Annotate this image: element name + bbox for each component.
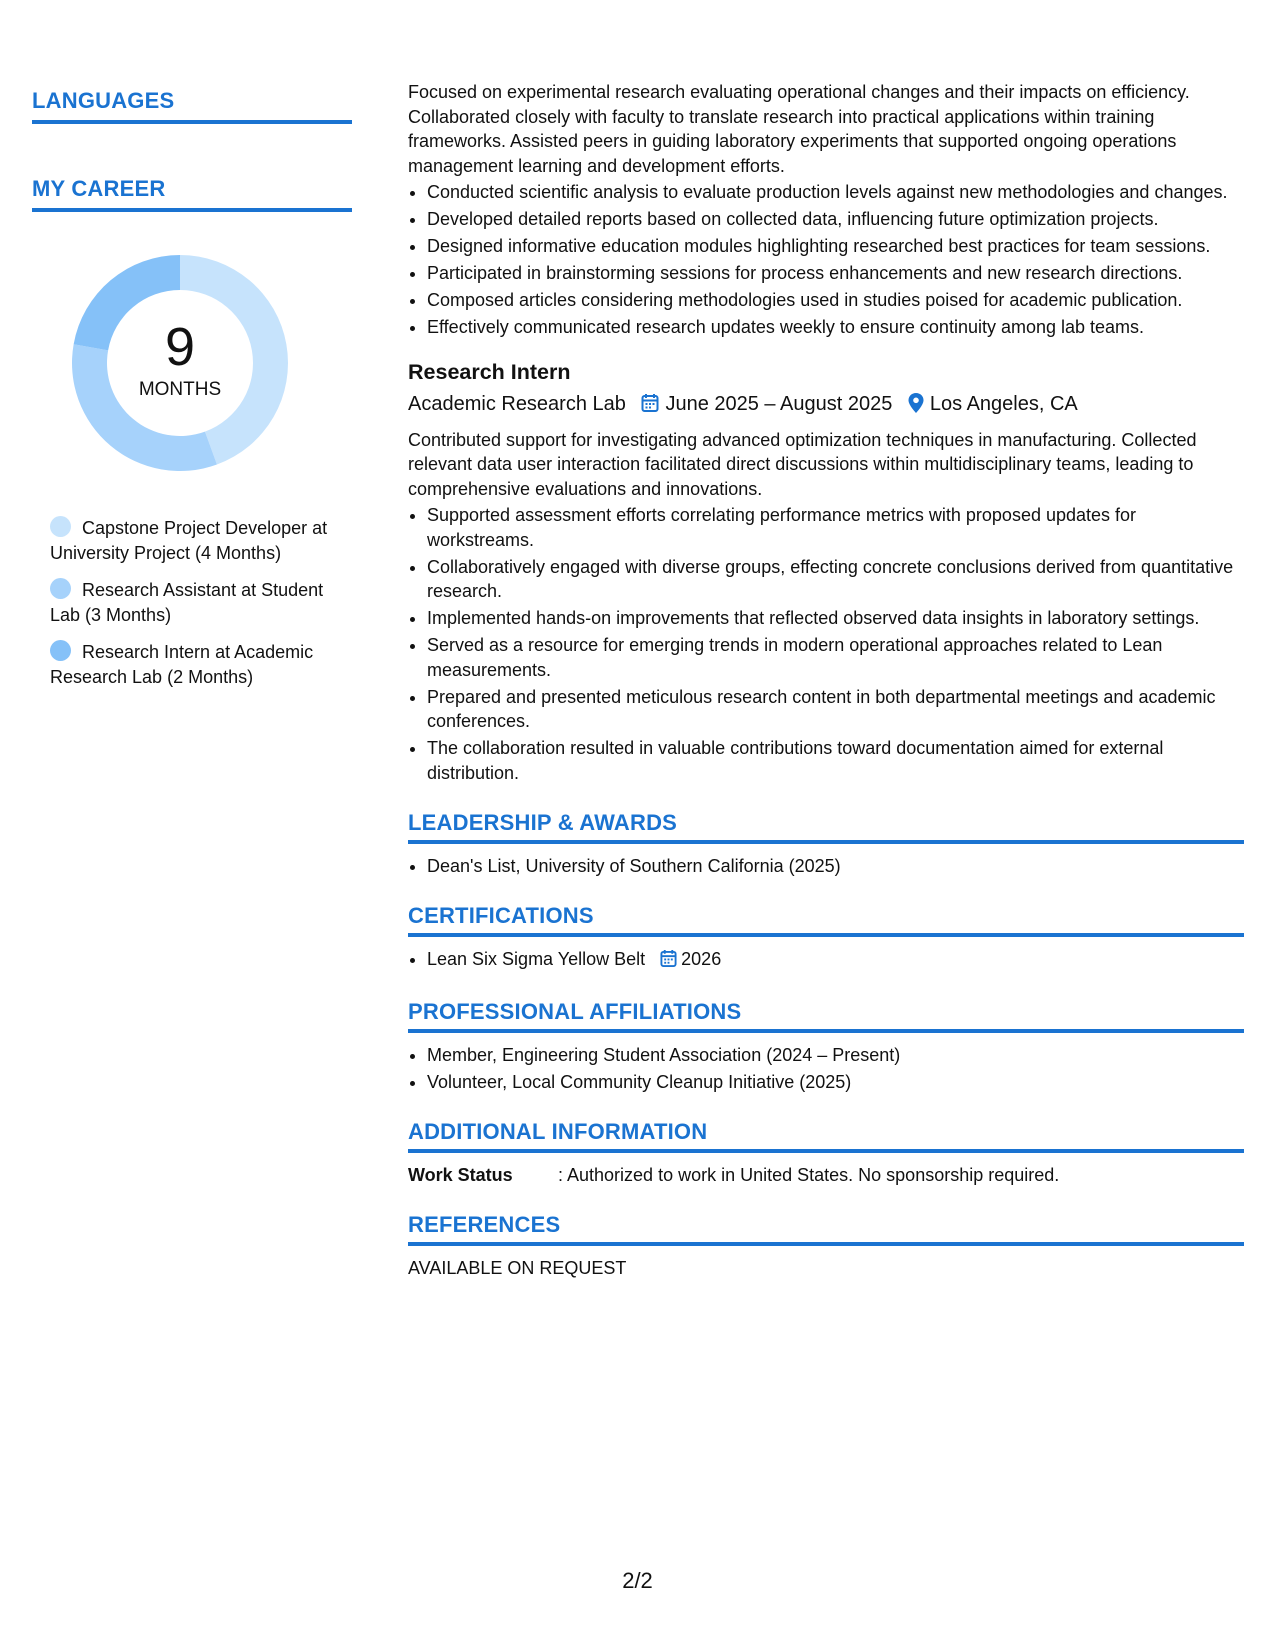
list-item: • Supported assessment efforts correlating performance metrics with proposed updates for workstreams.	[427, 503, 1244, 552]
certifications-heading: CERTIFICATIONS	[408, 904, 1244, 937]
calendar-icon	[660, 949, 677, 975]
job-summary: Contributed support for investigating advanced optimization techniques in manufacturing. Collected relevant data user interaction facilitated direct discussions within multidisciplinary teams, leading to comprehensive evaluations and innovations.	[408, 429, 1197, 499]
page-number: 2/2	[622, 1568, 653, 1593]
list-item: • Member, Engineering Student Association (2024 – Present)	[427, 1043, 1244, 1068]
list-item: • Participated in brainstorming sessions for process enhancements and new research directions.	[427, 261, 1244, 286]
cert-date-text: 2026	[681, 948, 722, 969]
legend-item	[50, 578, 340, 628]
legend-item	[50, 516, 340, 566]
list-item: • Effectively communicated research updates weekly to ensure continuity among lab teams.	[427, 315, 1244, 340]
calendar-icon	[641, 392, 659, 422]
affiliations-list	[408, 1043, 1244, 1095]
prev-job-bullets	[408, 180, 1244, 340]
list-item: • The collaboration resulted in valuable contributions toward documentation aimed for external distribution.	[427, 736, 1244, 785]
legend-item	[50, 640, 340, 690]
leadership-heading: LEADERSHIP & AWARDS	[408, 811, 1244, 844]
affiliations-heading: PROFESSIONAL AFFILIATIONS	[408, 1000, 1244, 1033]
job-meta	[408, 389, 1244, 422]
list-item: • Served as a resource for emerging trends in modern operational approaches related to Lean measurements.	[427, 633, 1244, 682]
career-donut-chart	[65, 248, 295, 478]
sidebar	[32, 88, 352, 702]
list-item: • Volunteer, Local Community Cleanup Initiative (2025)	[427, 1070, 1244, 1095]
legend-dot	[50, 516, 71, 537]
leadership-list	[408, 854, 1244, 879]
additional-info-heading: ADDITIONAL INFORMATION	[408, 1120, 1244, 1153]
list-item: • Conducted scientific analysis to evaluate production levels against new methodologies and changes.	[427, 180, 1244, 205]
donut-center	[65, 248, 295, 478]
languages-heading: LANGUAGES	[32, 88, 352, 124]
list-item: • Prepared and presented meticulous research content in both departmental meetings and academic conferences.	[427, 685, 1244, 734]
list-item: • Developed detailed reports based on collected data, influencing future optimization projects.	[427, 207, 1244, 232]
list-item	[427, 947, 1244, 975]
cert-date	[660, 947, 721, 975]
legend-dot	[50, 640, 71, 661]
list-item: • Collaboratively engaged with diverse groups, effecting concrete conclusions derived from quantitative research.	[427, 555, 1244, 604]
work-status-label: Work Status	[408, 1164, 513, 1185]
references-heading: REFERENCES	[408, 1213, 1244, 1246]
legend-dot	[50, 578, 71, 599]
job-dates: June 2025 – August 2025	[665, 392, 893, 415]
work-status-row	[408, 1163, 1244, 1188]
references-text: AVAILABLE ON REQUEST	[408, 1257, 627, 1278]
career-heading: MY CAREER	[32, 176, 352, 212]
list-item: • Designed informative education modules highlighting researched best practices for team sessions.	[427, 234, 1244, 259]
job-title: Research Intern	[408, 359, 571, 384]
list-item: • Implemented hands-on improvements that reflected observed data insights in laboratory settings.	[427, 606, 1244, 631]
donut-total-value: 9	[164, 317, 196, 377]
map-pin-icon	[908, 392, 924, 422]
work-status-value: : Authorized to work in United States. No sponsorship required.	[558, 1164, 1060, 1185]
list-item: • Dean's List, University of Southern California (2025)	[427, 854, 1244, 879]
cert-name: Lean Six Sigma Yellow Belt	[427, 948, 646, 969]
career-legend	[50, 516, 340, 690]
job-bullets	[408, 503, 1244, 785]
legend-label: Research Assistant at Student Lab (3 Months)	[50, 580, 324, 625]
list-item: • Composed articles considering methodologies used in studies poised for academic publication.	[427, 288, 1244, 313]
donut-total-unit: MONTHS	[138, 379, 222, 400]
main-column	[408, 80, 1244, 1280]
job-location: Los Angeles, CA	[929, 392, 1078, 415]
job-company: Academic Research Lab	[408, 392, 626, 415]
prev-job-summary: Focused on experimental research evaluating operational changes and their impacts on efficiency. Collaborated closely with faculty to translate research into practical applications within training frameworks. Assisted peers in guiding laboratory experiments that supported ongoing operations management learning and development efforts.	[408, 82, 1190, 176]
certifications-list	[408, 947, 1244, 975]
legend-label: Capstone Project Developer at University Project (4 Months)	[50, 518, 328, 563]
legend-label: Research Intern at Academic Research Lab (2 Months)	[50, 642, 314, 687]
